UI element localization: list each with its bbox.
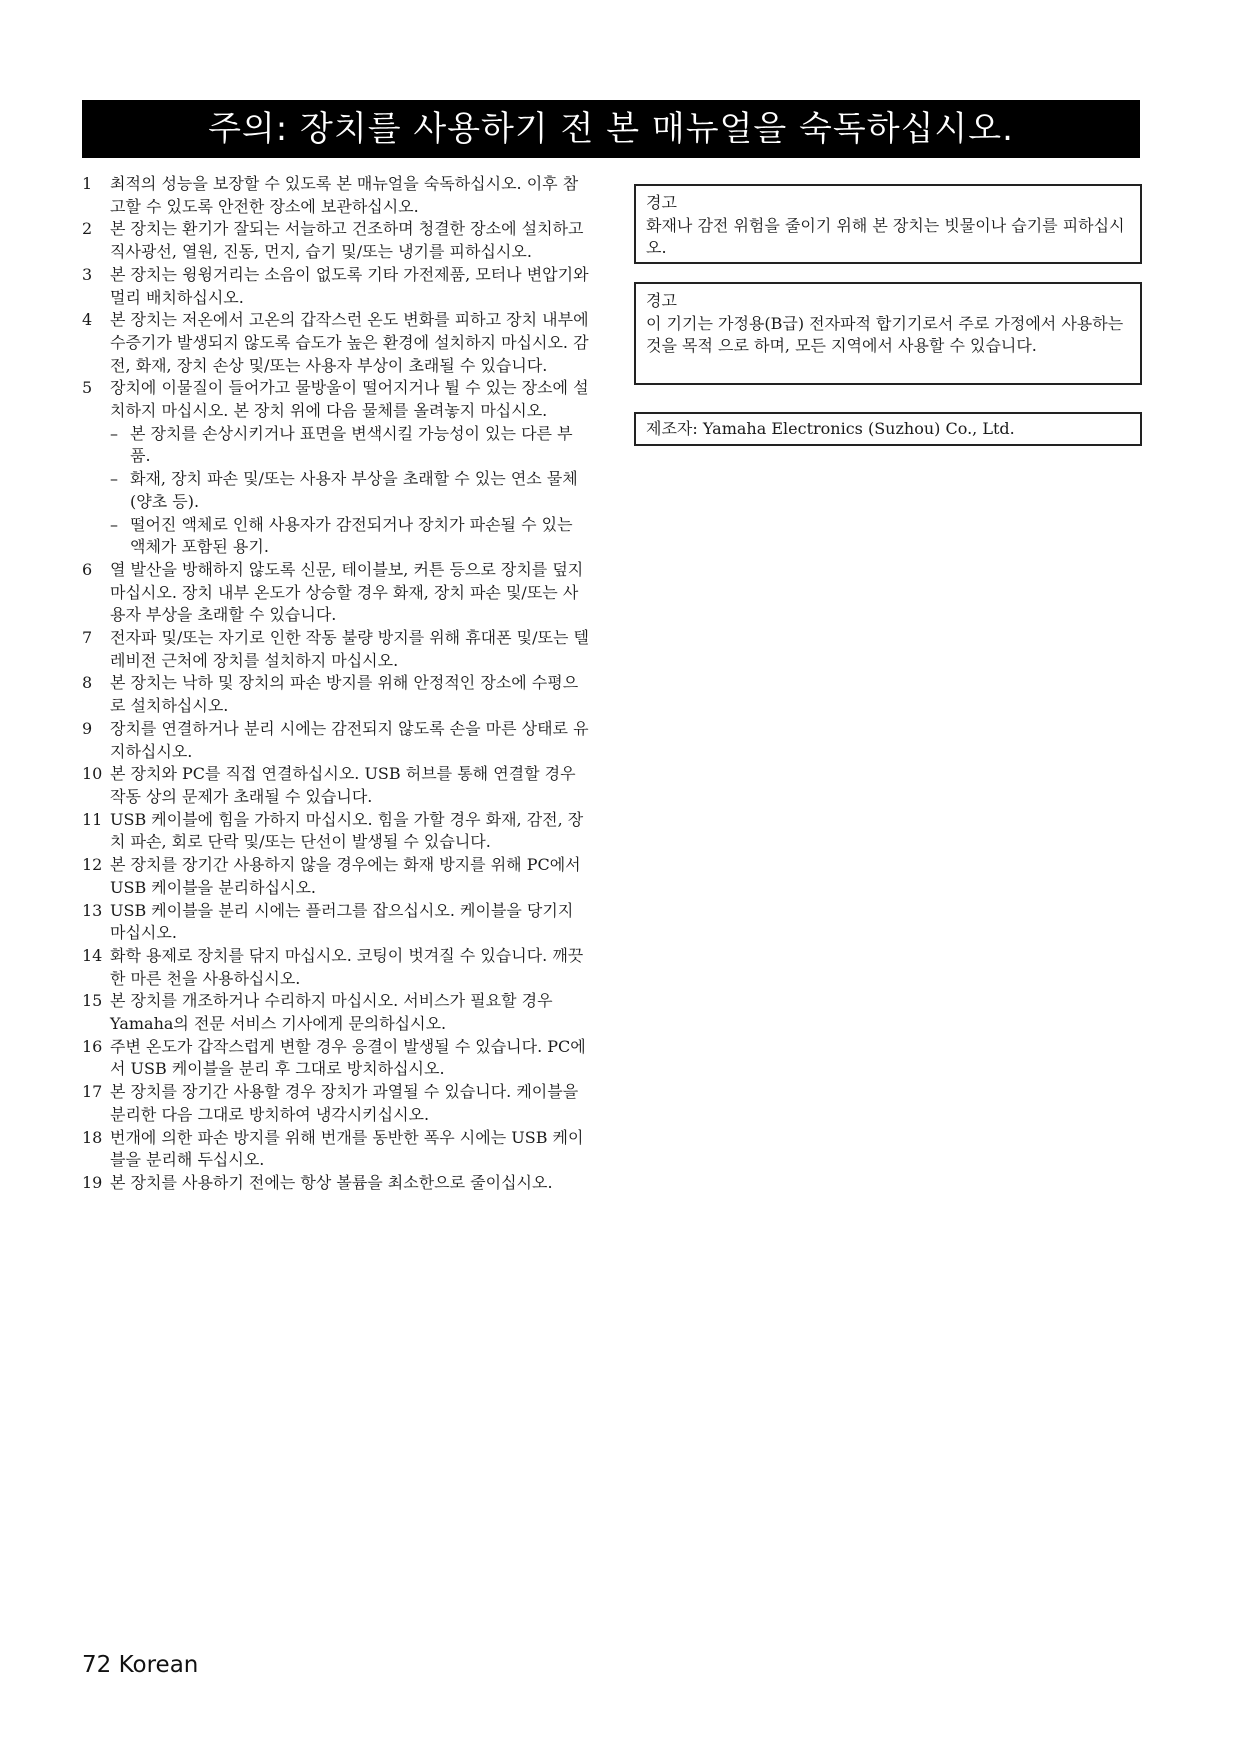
warning-box-emc	[634, 282, 1142, 385]
list-item	[82, 763, 590, 808]
item-text: 장치에 이물질이 들어가고 물방울이 떨어지거나 튈 수 있는 장소에 설치하지 마십시오. 본 장치 위에 다음 물체를 올려놓지 마십시오.	[110, 378, 589, 421]
warning-text: 화재나 감전 위험을 줄이기 위해 본 장치는 빗물이나 습기를 피하십시오.	[646, 215, 1125, 257]
item-text: 본 장치를 개조하거나 수리하지 마십시오. 서비스가 필요할 경우 Yamaha의 전문 서비스 기사에게 문의하십시오.	[110, 991, 553, 1034]
item-number: 8	[82, 673, 93, 693]
item-text: USB 케이블을 분리 시에는 플러그를 잡으십시오. 케이블을 당기지 마십시오.	[110, 900, 574, 943]
sub-item-text: 화재, 장치 파손 및/또는 사용자 부상을 초래할 수 있는 연소 물체(양초 등).	[130, 469, 578, 511]
list-item	[82, 1127, 590, 1172]
item-number: 7	[82, 628, 93, 648]
item-number: 15	[82, 991, 103, 1011]
item-number: 13	[82, 900, 103, 920]
list-item	[82, 218, 590, 263]
list-item	[82, 1081, 590, 1126]
list-item	[82, 173, 590, 218]
item-number: 16	[82, 1036, 103, 1056]
dash-mark: –	[110, 423, 118, 443]
list-item	[82, 809, 590, 854]
item-number: 18	[82, 1127, 103, 1147]
dash-mark: –	[110, 469, 118, 489]
item-text: 본 장치와 PC를 직접 연결하십시오. USB 허브를 통해 연결할 경우 작동 상의 문제가 초래될 수 있습니다.	[110, 764, 576, 806]
item-number: 3	[82, 264, 93, 284]
sub-list-item	[82, 468, 590, 513]
warning-box-moisture	[634, 184, 1142, 264]
list-item	[82, 718, 590, 763]
item-number: 19	[82, 1172, 103, 1192]
page-number: 72 Korean	[82, 1652, 199, 1678]
sub-item-text: 본 장치를 손상시키거나 표면을 변색시킬 가능성이 있는 다른 부품.	[130, 423, 573, 466]
sub-list-item	[82, 514, 590, 559]
list-item	[82, 559, 590, 627]
list-item	[82, 377, 590, 422]
manufacturer-text: 제조자: Yamaha Electronics (Suzhou) Co., Ltd.	[646, 419, 1015, 438]
item-number: 12	[82, 855, 103, 875]
item-text: 열 발산을 방해하지 않도록 신문, 테이블보, 커튼 등으로 장치를 덮지 마십시오. 장치 내부 온도가 상승할 경우 화재, 장치 파손 및/또는 사용자 부상을 초래할 수 있습니다.	[110, 559, 584, 625]
item-text: 본 장치는 윙윙거리는 소음이 없도록 기타 가전제품, 모터나 변압기와 멀리 배치하십시오.	[110, 264, 589, 307]
warning-text: 이 기기는 가정용(B급) 전자파적 합기기로서 주로 가정에서 사용하는 것을 목적 으로 하며, 모든 지역에서 사용할 수 있습니다.	[646, 313, 1124, 355]
item-text: 장치를 연결하거나 분리 시에는 감전되지 않도록 손을 마른 상태로 유지하십시오.	[110, 718, 589, 761]
list-item	[82, 900, 590, 945]
list-item	[82, 672, 590, 717]
item-number: 9	[82, 718, 93, 738]
item-text: 본 장치를 장기간 사용하지 않을 경우에는 화재 방지를 위해 PC에서 USB 케이블을 분리하십시오.	[110, 855, 581, 897]
item-text: 전자파 및/또는 자기로 인한 작동 불량 방지를 위해 휴대폰 및/또는 텔레비전 근처에 장치를 설치하지 마십시오.	[110, 628, 589, 670]
item-text: 본 장치는 낙하 및 장치의 파손 방지를 위해 안정적인 장소에 수평으로 설치하십시오.	[110, 673, 579, 716]
item-number: 4	[82, 310, 93, 330]
list-item	[82, 990, 590, 1035]
item-text: 본 장치를 장기간 사용할 경우 장치가 과열될 수 있습니다. 케이블을 분리한 다음 그대로 방치하여 냉각시키십시오.	[110, 1082, 579, 1124]
warning-heading: 경고	[646, 291, 677, 310]
list-item	[82, 264, 590, 309]
item-text: 번개에 의한 파손 방지를 위해 번개를 동반한 폭우 시에는 USB 케이블을 분리해 두십시오.	[110, 1127, 584, 1170]
item-text: USB 케이블에 힘을 가하지 마십시오. 힘을 가할 경우 화재, 감전, 장치 파손, 회로 단락 및/또는 단선이 발생될 수 있습니다.	[110, 809, 584, 852]
precautions-list	[82, 173, 590, 1195]
item-number: 6	[82, 559, 93, 579]
item-number: 11	[82, 809, 103, 829]
list-item	[82, 627, 590, 672]
item-number: 2	[82, 219, 93, 239]
item-number: 17	[82, 1082, 103, 1102]
sub-list-item	[82, 423, 590, 468]
item-text: 최적의 성능을 보장할 수 있도록 본 매뉴얼을 숙독하십시오. 이후 참고할 수 있도록 안전한 장소에 보관하십시오.	[110, 174, 579, 216]
item-text: 본 장치는 저온에서 고온의 갑작스런 온도 변화를 피하고 장치 내부에 수증기가 발생되지 않도록 습도가 높은 환경에 설치하지 마십시오. 감전, 화재, 장치 손상 및/또는 사용자 부상이 초래될 수 있습니다.	[110, 310, 589, 375]
item-text: 화학 용제로 장치를 닦지 마십시오. 코팅이 벗겨질 수 있습니다. 깨끗한 마른 천을 사용하십시오.	[110, 945, 584, 988]
item-number: 14	[82, 945, 103, 965]
item-text: 주변 온도가 갑작스럽게 변할 경우 응결이 발생될 수 있습니다. PC에서 USB 케이블을 분리 후 그대로 방치하십시오.	[110, 1036, 586, 1079]
list-item	[82, 1172, 590, 1195]
list-item	[82, 1036, 590, 1081]
dash-mark: –	[110, 514, 118, 534]
warning-heading: 경고	[646, 193, 677, 212]
sub-item-text: 떨어진 액체로 인해 사용자가 감전되거나 장치가 파손될 수 있는 액체가 포함된 용기.	[130, 514, 573, 557]
list-item	[82, 854, 590, 899]
manufacturer-box	[634, 412, 1142, 446]
page-title: 주의: 장치를 사용하기 전 본 매뉴얼을 숙독하십시오.	[82, 100, 1140, 158]
item-text: 본 장치는 환기가 잘되는 서늘하고 건조하며 청결한 장소에 설치하고 직사광선, 열원, 진동, 먼지, 습기 및/또는 냉기를 피하십시오.	[110, 219, 584, 262]
list-item	[82, 309, 590, 377]
item-number: 1	[82, 174, 93, 193]
list-item	[82, 945, 590, 990]
item-number: 5	[82, 378, 93, 398]
item-text: 본 장치를 사용하기 전에는 항상 볼륨을 최소한으로 줄이십시오.	[110, 1172, 553, 1192]
item-number: 10	[82, 764, 103, 784]
